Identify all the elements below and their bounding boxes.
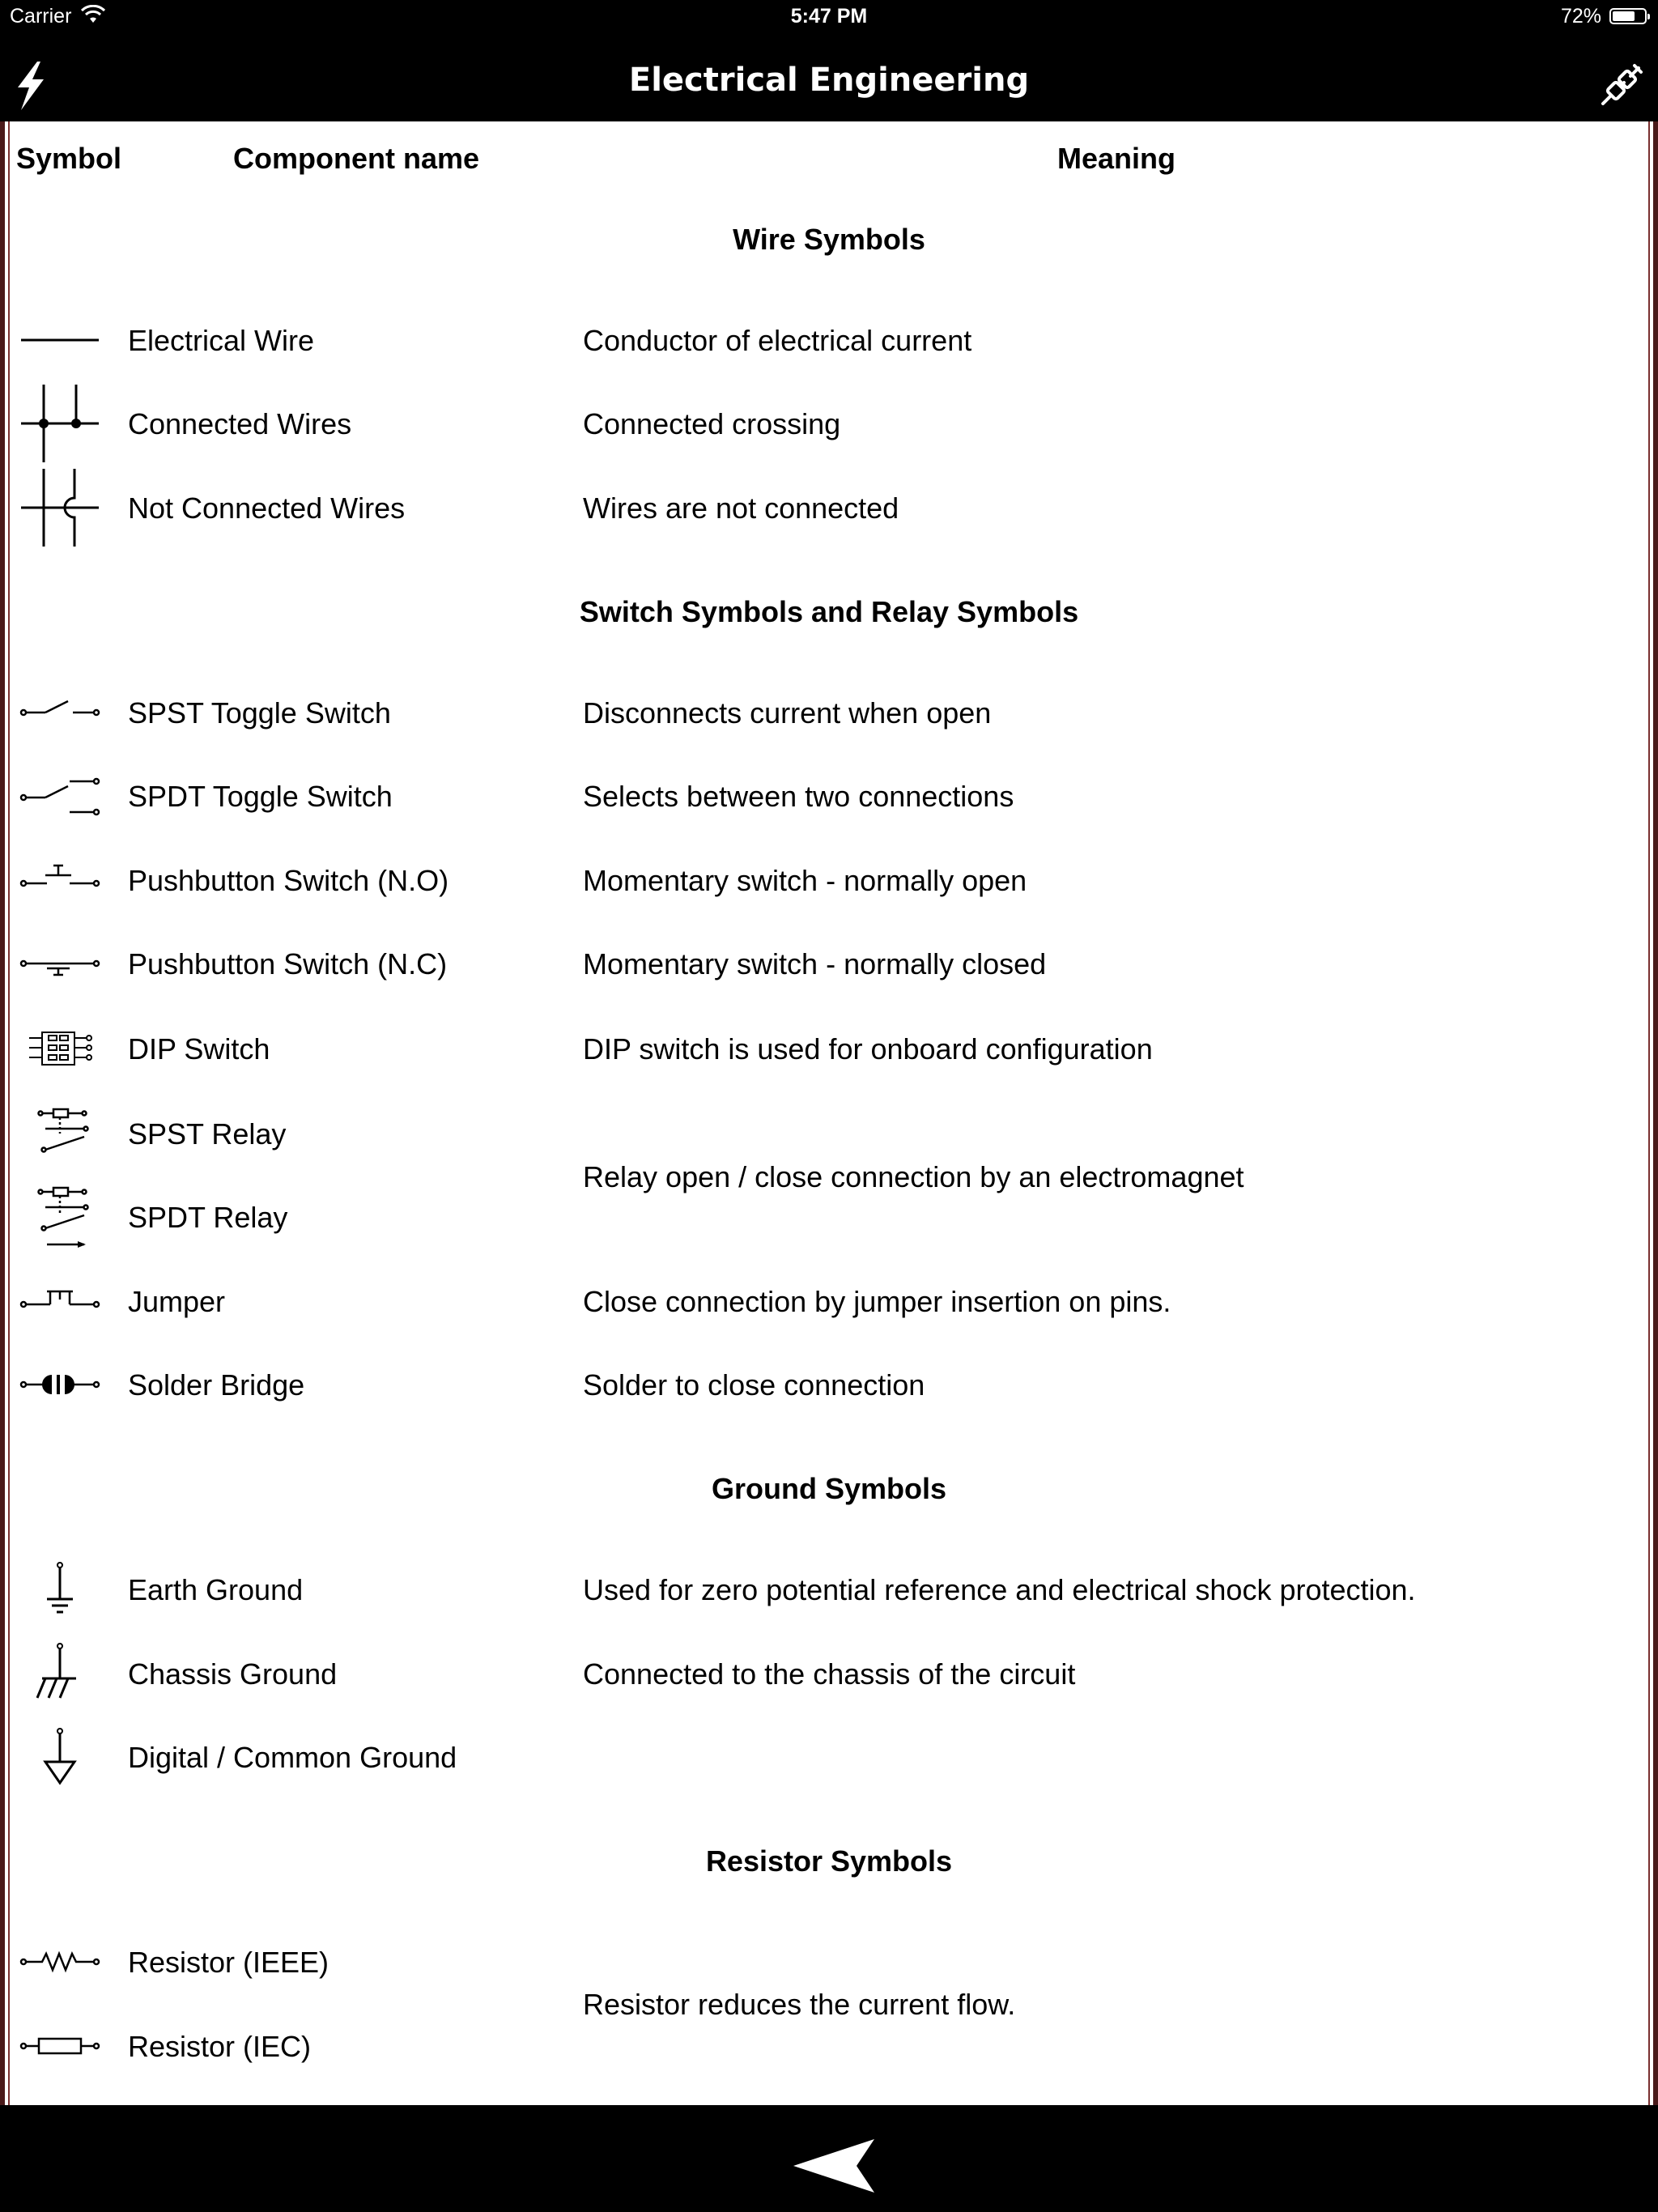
row-name-spdt-relay: SPDT Relay: [128, 1201, 288, 1234]
status-bar: [0, 0, 1658, 32]
row-name-resistor-ieee: Resistor (IEEE): [128, 1946, 329, 1979]
row-meaning-earth-ground: Used for zero potential reference and electrical shock protection.: [583, 1573, 1416, 1606]
section-wire-symbols: Wire Symbols: [733, 223, 925, 256]
row-meaning-pushbutton-no: Momentary switch - normally open: [583, 864, 1027, 897]
spdt-relay-icon: [19, 1176, 100, 1257]
pushbutton-nc-icon: [19, 923, 100, 1004]
battery-icon: [1609, 8, 1647, 24]
row-name-spst-relay: SPST Relay: [128, 1117, 287, 1151]
row-meaning-dip-switch: DIP switch is used for onboard configuration: [583, 1032, 1153, 1066]
back-chevron-icon[interactable]: [787, 2138, 876, 2194]
row-name-connected-wires: Connected Wires: [128, 407, 352, 440]
row-meaning-jumper: Close connection by jumper insertion on pins.: [583, 1285, 1171, 1318]
row-meaning-spst-toggle-switch: Disconnects current when open: [583, 696, 992, 730]
plug-connector-icon[interactable]: [1596, 62, 1645, 110]
spst-switch-icon: [19, 672, 100, 753]
row-meaning-electrical-wire: Conductor of electrical current: [583, 324, 972, 357]
row-meaning-pushbutton-nc: Momentary switch - normally closed: [583, 947, 1047, 981]
page-title: Electrical Engineering: [628, 62, 1030, 99]
section-ground-symbols: Ground Symbols: [711, 1472, 947, 1505]
row-name-chassis-ground: Chassis Ground: [128, 1657, 338, 1691]
row-name-not-connected-wires: Not Connected Wires: [128, 491, 406, 525]
row-meaning-not-connected-wires: Wires are not connected: [583, 491, 899, 525]
row-name-spdt-toggle-switch: SPDT Toggle Switch: [128, 780, 393, 813]
row-name-spst-toggle-switch: SPST Toggle Switch: [128, 696, 391, 730]
header-component-name: Component name: [233, 142, 480, 175]
earth-ground-icon: [19, 1549, 100, 1630]
resistor-ieee-icon: [19, 1921, 100, 2002]
connected-wires-icon: [19, 383, 100, 464]
row-name-pushbutton-nc: Pushbutton Switch (N.C): [128, 947, 448, 981]
section-resistor-symbols: Resistor Symbols: [705, 1844, 953, 1878]
pushbutton-no-icon: [19, 840, 100, 921]
chassis-ground-icon: [19, 1633, 100, 1714]
row-name-resistor-iec: Resistor (IEC): [128, 2030, 312, 2063]
bottom-toolbar: [0, 2113, 1658, 2212]
dip-switch-icon: [19, 1008, 100, 1089]
status-time: 5:47 PM: [790, 5, 868, 28]
header-symbol: Symbol: [16, 142, 122, 175]
row-name-solder-bridge: Solder Bridge: [128, 1368, 305, 1402]
row-meaning-connected-wires: Connected crossing: [583, 407, 841, 440]
navigation-bar: [0, 32, 1658, 121]
solder-bridge-icon: [19, 1344, 100, 1425]
row-name-electrical-wire: Electrical Wire: [128, 324, 315, 357]
not-connected-wires-icon: [19, 467, 100, 548]
row-meaning-spdt-toggle-switch: Selects between two connections: [583, 780, 1014, 813]
row-name-pushbutton-no: Pushbutton Switch (N.O): [128, 864, 449, 897]
header-meaning: Meaning: [1057, 142, 1176, 175]
carrier-label: Carrier: [10, 5, 72, 28]
spdt-switch-icon: [19, 755, 100, 836]
spst-relay-icon: [19, 1093, 100, 1174]
symbol-table: [0, 121, 1658, 2105]
jumper-icon: [19, 1261, 100, 1342]
row-name-earth-ground: Earth Ground: [128, 1573, 304, 1606]
row-name-jumper: Jumper: [128, 1285, 226, 1318]
row-meaning-relay: Relay open / close connection by an electromagnet: [583, 1160, 1244, 1193]
resistor-iec-icon: [19, 2006, 100, 2087]
row-meaning-solder-bridge: Solder to close connection: [583, 1368, 925, 1402]
section-switch-relay-symbols: Switch Symbols and Relay Symbols: [579, 595, 1079, 628]
row-name-digital-common-ground: Digital / Common Ground: [128, 1741, 457, 1774]
row-name-dip-switch: DIP Switch: [128, 1032, 270, 1066]
wire-icon: [19, 300, 100, 381]
row-meaning-resistor: Resistor reduces the current flow.: [583, 1988, 1016, 2021]
battery-percentage: 72%: [1560, 5, 1601, 28]
row-meaning-chassis-ground: Connected to the chassis of the circuit: [583, 1657, 1076, 1691]
digital-ground-icon: [19, 1716, 100, 1797]
